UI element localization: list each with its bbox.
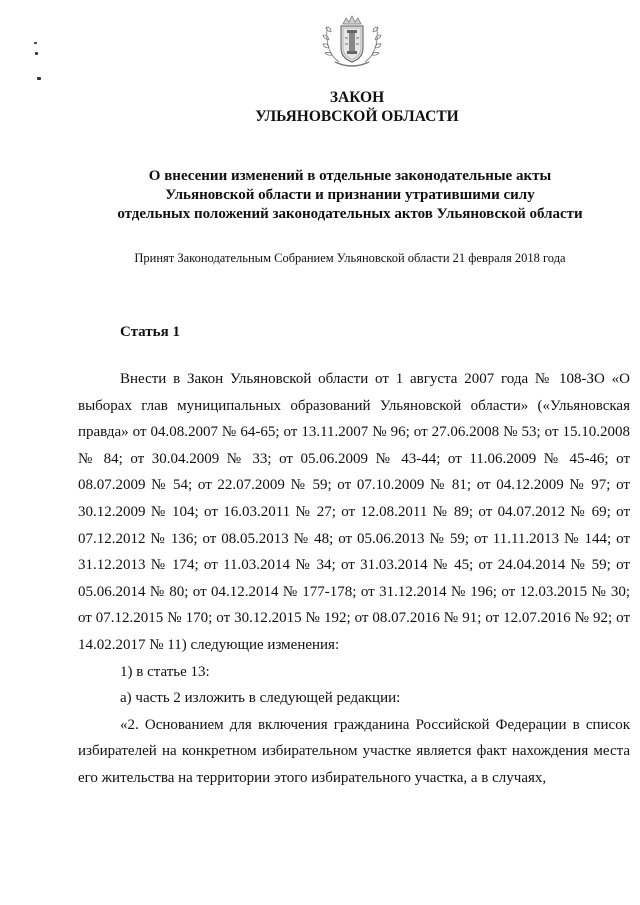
coat-of-arms-emblem: [317, 14, 387, 72]
article-item-1a: а) часть 2 изложить в следующей редакции:: [120, 690, 401, 707]
scan-mark: [34, 42, 37, 44]
article-heading: Статья 1: [120, 324, 180, 340]
law-subject-line-3: отдельных положений законодательных актов Ульяновской области: [117, 206, 583, 222]
law-title: ЗАКОН: [329, 89, 385, 106]
region-title: УЛЬЯНОВСКОЙ ОБЛАСТИ: [255, 108, 459, 125]
scan-mark: [35, 52, 38, 55]
article-intro-paragraph: Внести в Закон Ульяновской области от 1 августа 2007 года № 108-ЗО «О выборах глав муниципальных образований Ульяновской области» («Ульяновская правда» от 04.08.2007 № 64-65; от 13.11.2007 № 96; от 27.06.2008 № 53; от 15.10.2008 № 84; от 30.04.2009 № 33; от 05.06.2009 № 43-44; от 11.06.2009 № 45-46; от 08.07.2009 № 54; от 22.07.2009 № 59; от 07.10.2009 № 81; от 04.12.2009 № 97; от 30.12.2009 № 104; от 16.03.2011 № 27; от 12.08.2011 № 89; от 04.07.2012 № 69; от 07.12.2012 № 136; от 08.05.2013 № 48; от 05.06.2013 № 59; от 11.11.2013 № 144; от 31.12.2013 № 174; от 11.03.2014 № 34; от 31.03.2014 № 45; от 24.04.2014 № 59; от 05.06.2014 № 80; от 04.12.2014 № 177-178; от 31.12.2014 № 196; от 12.03.2015 № 30; от 07.12.2015 № 170; от 30.12.2015 № 192; от 08.07.2016 № 91; от 12.07.2016 № 92; от 14.02.2017 № 11) следующие изменения:: [78, 371, 630, 653]
quoted-amendment-text: «2. Основанием для включения гражданина Российской Федерации в список избирателей на конкретном избирательном участке является факт нахождения места его жительства на территории этого избирательного участка, а в случаях,: [78, 716, 630, 786]
adoption-statement: Принят Законодательным Собранием Ульяновской области 21 февраля 2018 года: [134, 251, 566, 265]
law-subject-line-1: О внесении изменений в отдельные законодательные акты: [148, 168, 552, 184]
law-subject-line-2: Ульяновской области и признании утратившими силу: [165, 187, 535, 203]
article-body: [78, 366, 630, 792]
scan-mark: [37, 77, 41, 80]
article-item-1: 1) в статье 13:: [120, 663, 210, 680]
